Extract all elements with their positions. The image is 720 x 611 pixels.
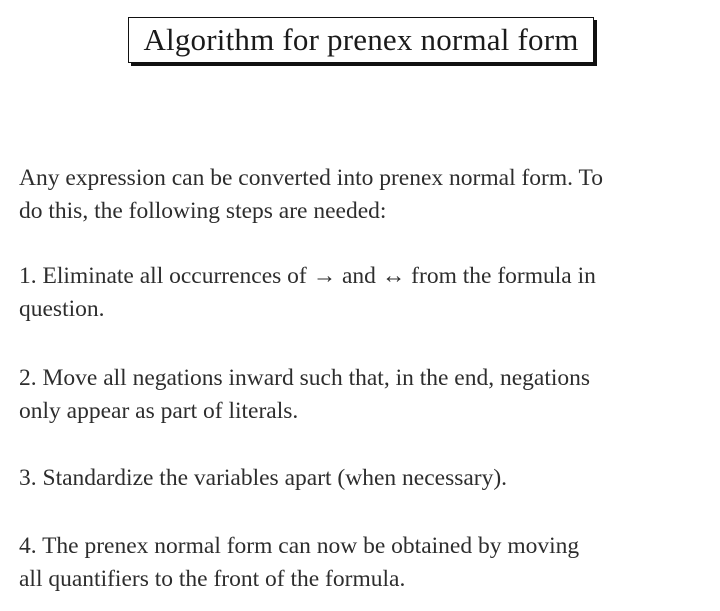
intro-paragraph bbox=[19, 162, 719, 228]
step-1-line-1: 1. Eliminate all occurrences of → and ↔ from the formula in bbox=[19, 263, 596, 289]
step-4-line-1: 4. The prenex normal form can now be obtained by moving bbox=[19, 533, 580, 559]
step-3 bbox=[19, 462, 719, 495]
intro-line-2: do this, the following steps are needed: bbox=[19, 198, 387, 224]
step-1 bbox=[19, 260, 719, 326]
step-4 bbox=[19, 530, 719, 596]
step-3-line-1: 3. Standardize the variables apart (when necessary). bbox=[19, 465, 508, 491]
step-1-line-2: question. bbox=[19, 296, 105, 322]
slide-title: Algorithm for prenex normal form bbox=[143, 22, 579, 57]
step-2-line-2: only appear as part of literals. bbox=[19, 398, 299, 424]
intro-line-1: Any expression can be converted into prenex normal form. To bbox=[19, 165, 603, 191]
step-4-line-2: all quantifiers to the front of the formula. bbox=[19, 566, 406, 592]
title-box bbox=[128, 17, 594, 63]
step-2-line-1: 2. Move all negations inward such that, in the end, negations bbox=[19, 365, 591, 391]
step-2 bbox=[19, 362, 719, 428]
